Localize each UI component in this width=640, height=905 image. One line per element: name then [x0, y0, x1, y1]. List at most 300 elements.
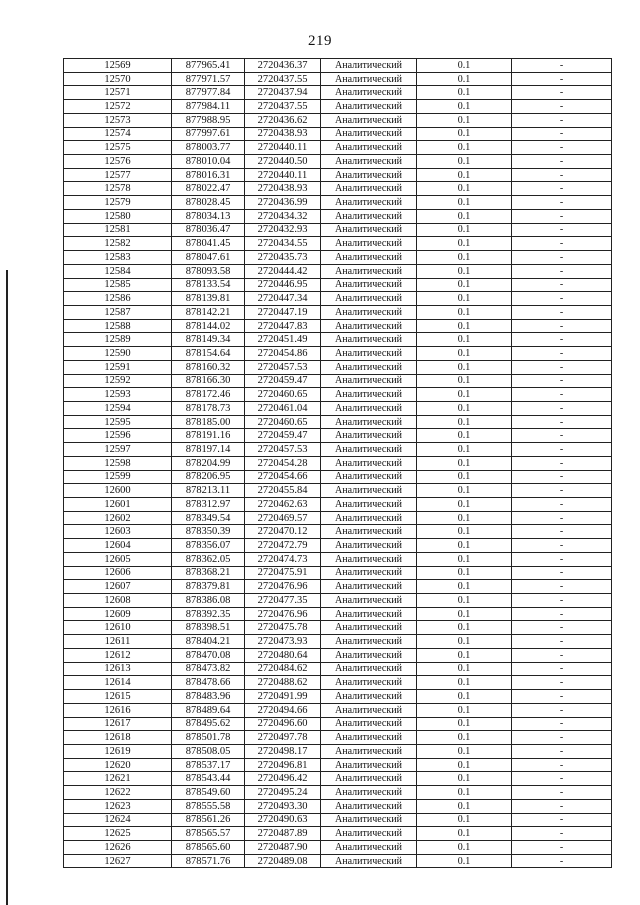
x-coordinate-cell: 878010.04 — [172, 155, 245, 169]
y-coordinate-cell: 2720473.93 — [245, 635, 321, 649]
table-row — [64, 456, 612, 470]
method-cell: Аналитический — [321, 360, 417, 374]
accuracy-cell: 0.1 — [417, 717, 512, 731]
x-coordinate-cell: 878368.21 — [172, 566, 245, 580]
table-row — [64, 127, 612, 141]
x-coordinate-cell: 878349.54 — [172, 511, 245, 525]
method-cell: Аналитический — [321, 690, 417, 704]
y-coordinate-cell: 2720484.62 — [245, 662, 321, 676]
point-number-cell: 12622 — [64, 786, 172, 800]
table-row — [64, 113, 612, 127]
note-cell: - — [512, 113, 612, 127]
table-row — [64, 744, 612, 758]
accuracy-cell: 0.1 — [417, 72, 512, 86]
accuracy-cell: 0.1 — [417, 347, 512, 361]
x-coordinate-cell: 878489.64 — [172, 703, 245, 717]
point-number-cell: 12592 — [64, 374, 172, 388]
table-row — [64, 72, 612, 86]
y-coordinate-cell: 2720447.19 — [245, 305, 321, 319]
point-number-cell: 12591 — [64, 360, 172, 374]
y-coordinate-cell: 2720454.66 — [245, 470, 321, 484]
note-cell: - — [512, 607, 612, 621]
x-coordinate-cell: 878178.73 — [172, 401, 245, 415]
point-number-cell: 12580 — [64, 209, 172, 223]
method-cell: Аналитический — [321, 319, 417, 333]
note-cell: - — [512, 690, 612, 704]
x-coordinate-cell: 878160.32 — [172, 360, 245, 374]
method-cell: Аналитический — [321, 648, 417, 662]
y-coordinate-cell: 2720457.53 — [245, 360, 321, 374]
table-row — [64, 840, 612, 854]
method-cell: Аналитический — [321, 237, 417, 251]
point-number-cell: 12587 — [64, 305, 172, 319]
y-coordinate-cell: 2720487.89 — [245, 827, 321, 841]
accuracy-cell: 0.1 — [417, 305, 512, 319]
y-coordinate-cell: 2720454.86 — [245, 347, 321, 361]
accuracy-cell: 0.1 — [417, 292, 512, 306]
accuracy-cell: 0.1 — [417, 840, 512, 854]
table-row — [64, 374, 612, 388]
x-coordinate-cell: 878144.02 — [172, 319, 245, 333]
accuracy-cell: 0.1 — [417, 690, 512, 704]
accuracy-cell: 0.1 — [417, 196, 512, 210]
method-cell: Аналитический — [321, 799, 417, 813]
point-number-cell: 12586 — [64, 292, 172, 306]
method-cell: Аналитический — [321, 86, 417, 100]
method-cell: Аналитический — [321, 813, 417, 827]
note-cell: - — [512, 251, 612, 265]
accuracy-cell: 0.1 — [417, 401, 512, 415]
table-row — [64, 525, 612, 539]
y-coordinate-cell: 2720459.47 — [245, 374, 321, 388]
x-coordinate-cell: 878047.61 — [172, 251, 245, 265]
note-cell: - — [512, 305, 612, 319]
x-coordinate-cell: 878543.44 — [172, 772, 245, 786]
y-coordinate-cell: 2720476.96 — [245, 607, 321, 621]
accuracy-cell: 0.1 — [417, 566, 512, 580]
y-coordinate-cell: 2720494.66 — [245, 703, 321, 717]
note-cell: - — [512, 456, 612, 470]
note-cell: - — [512, 813, 612, 827]
note-cell: - — [512, 196, 612, 210]
note-cell: - — [512, 772, 612, 786]
point-number-cell: 12600 — [64, 484, 172, 498]
table-row — [64, 594, 612, 608]
method-cell: Аналитический — [321, 374, 417, 388]
method-cell: Аналитический — [321, 429, 417, 443]
table-row — [64, 264, 612, 278]
table-row — [64, 429, 612, 443]
x-coordinate-cell: 878561.26 — [172, 813, 245, 827]
table-row — [64, 401, 612, 415]
point-number-cell: 12597 — [64, 443, 172, 457]
y-coordinate-cell: 2720459.47 — [245, 429, 321, 443]
x-coordinate-cell: 877965.41 — [172, 59, 245, 73]
x-coordinate-cell: 878154.64 — [172, 347, 245, 361]
accuracy-cell: 0.1 — [417, 772, 512, 786]
y-coordinate-cell: 2720490.63 — [245, 813, 321, 827]
y-coordinate-cell: 2720470.12 — [245, 525, 321, 539]
note-cell: - — [512, 621, 612, 635]
note-cell: - — [512, 840, 612, 854]
y-coordinate-cell: 2720474.73 — [245, 552, 321, 566]
x-coordinate-cell: 878483.96 — [172, 690, 245, 704]
y-coordinate-cell: 2720436.99 — [245, 196, 321, 210]
x-coordinate-cell: 878185.00 — [172, 415, 245, 429]
note-cell: - — [512, 237, 612, 251]
accuracy-cell: 0.1 — [417, 484, 512, 498]
method-cell: Аналитический — [321, 594, 417, 608]
method-cell: Аналитический — [321, 580, 417, 594]
y-coordinate-cell: 2720498.17 — [245, 744, 321, 758]
y-coordinate-cell: 2720462.63 — [245, 498, 321, 512]
x-coordinate-cell: 878356.07 — [172, 539, 245, 553]
table-row — [64, 635, 612, 649]
x-coordinate-cell: 878379.81 — [172, 580, 245, 594]
table-row — [64, 676, 612, 690]
note-cell: - — [512, 155, 612, 169]
accuracy-cell: 0.1 — [417, 360, 512, 374]
x-coordinate-cell: 878213.11 — [172, 484, 245, 498]
table-row — [64, 607, 612, 621]
note-cell: - — [512, 552, 612, 566]
note-cell: - — [512, 374, 612, 388]
method-cell: Аналитический — [321, 840, 417, 854]
x-coordinate-cell: 878508.05 — [172, 744, 245, 758]
accuracy-cell: 0.1 — [417, 525, 512, 539]
accuracy-cell: 0.1 — [417, 319, 512, 333]
x-coordinate-cell: 878501.78 — [172, 731, 245, 745]
note-cell: - — [512, 648, 612, 662]
note-cell: - — [512, 86, 612, 100]
note-cell: - — [512, 744, 612, 758]
table-row — [64, 717, 612, 731]
point-number-cell: 12620 — [64, 758, 172, 772]
note-cell: - — [512, 676, 612, 690]
point-number-cell: 12571 — [64, 86, 172, 100]
x-coordinate-cell: 878204.99 — [172, 456, 245, 470]
note-cell: - — [512, 525, 612, 539]
x-coordinate-cell: 878404.21 — [172, 635, 245, 649]
x-coordinate-cell: 878362.05 — [172, 552, 245, 566]
x-coordinate-cell: 878537.17 — [172, 758, 245, 772]
note-cell: - — [512, 127, 612, 141]
note-cell: - — [512, 182, 612, 196]
x-coordinate-cell: 878016.31 — [172, 168, 245, 182]
y-coordinate-cell: 2720460.65 — [245, 388, 321, 402]
accuracy-cell: 0.1 — [417, 443, 512, 457]
point-number-cell: 12579 — [64, 196, 172, 210]
x-coordinate-cell: 878571.76 — [172, 854, 245, 868]
method-cell: Аналитический — [321, 347, 417, 361]
accuracy-cell: 0.1 — [417, 511, 512, 525]
accuracy-cell: 0.1 — [417, 854, 512, 868]
accuracy-cell: 0.1 — [417, 223, 512, 237]
point-number-cell: 12598 — [64, 456, 172, 470]
x-coordinate-cell: 878041.45 — [172, 237, 245, 251]
y-coordinate-cell: 2720438.93 — [245, 127, 321, 141]
y-coordinate-cell: 2720497.78 — [245, 731, 321, 745]
y-coordinate-cell: 2720438.93 — [245, 182, 321, 196]
accuracy-cell: 0.1 — [417, 278, 512, 292]
method-cell: Аналитический — [321, 100, 417, 114]
y-coordinate-cell: 2720461.04 — [245, 401, 321, 415]
accuracy-cell: 0.1 — [417, 786, 512, 800]
method-cell: Аналитический — [321, 443, 417, 457]
table-row — [64, 539, 612, 553]
table-row — [64, 799, 612, 813]
method-cell: Аналитический — [321, 786, 417, 800]
table-body — [64, 59, 612, 868]
y-coordinate-cell: 2720476.96 — [245, 580, 321, 594]
y-coordinate-cell: 2720432.93 — [245, 223, 321, 237]
note-cell: - — [512, 223, 612, 237]
note-cell: - — [512, 278, 612, 292]
table-row — [64, 141, 612, 155]
table-row — [64, 662, 612, 676]
table-row — [64, 155, 612, 169]
point-number-cell: 12583 — [64, 251, 172, 265]
point-number-cell: 12625 — [64, 827, 172, 841]
accuracy-cell: 0.1 — [417, 374, 512, 388]
method-cell: Аналитический — [321, 607, 417, 621]
accuracy-cell: 0.1 — [417, 127, 512, 141]
point-number-cell: 12590 — [64, 347, 172, 361]
accuracy-cell: 0.1 — [417, 676, 512, 690]
x-coordinate-cell: 877997.61 — [172, 127, 245, 141]
method-cell: Аналитический — [321, 552, 417, 566]
x-coordinate-cell: 878565.57 — [172, 827, 245, 841]
x-coordinate-cell: 878473.82 — [172, 662, 245, 676]
accuracy-cell: 0.1 — [417, 470, 512, 484]
x-coordinate-cell: 878350.39 — [172, 525, 245, 539]
method-cell: Аналитический — [321, 168, 417, 182]
x-coordinate-cell: 877988.95 — [172, 113, 245, 127]
note-cell: - — [512, 566, 612, 580]
method-cell: Аналитический — [321, 59, 417, 73]
table-row — [64, 648, 612, 662]
accuracy-cell: 0.1 — [417, 86, 512, 100]
note-cell: - — [512, 758, 612, 772]
x-coordinate-cell: 878470.08 — [172, 648, 245, 662]
y-coordinate-cell: 2720489.08 — [245, 854, 321, 868]
note-cell: - — [512, 799, 612, 813]
accuracy-cell: 0.1 — [417, 59, 512, 73]
point-number-cell: 12604 — [64, 539, 172, 553]
x-coordinate-cell: 878495.62 — [172, 717, 245, 731]
coordinates-table-container — [63, 58, 611, 868]
point-number-cell: 12569 — [64, 59, 172, 73]
point-number-cell: 12594 — [64, 401, 172, 415]
x-coordinate-cell: 877971.57 — [172, 72, 245, 86]
accuracy-cell: 0.1 — [417, 539, 512, 553]
page-number: 219 — [308, 33, 332, 49]
note-cell: - — [512, 347, 612, 361]
method-cell: Аналитический — [321, 484, 417, 498]
method-cell: Аналитический — [321, 635, 417, 649]
table-row — [64, 827, 612, 841]
point-number-cell: 12581 — [64, 223, 172, 237]
note-cell: - — [512, 662, 612, 676]
y-coordinate-cell: 2720444.42 — [245, 264, 321, 278]
point-number-cell: 12584 — [64, 264, 172, 278]
accuracy-cell: 0.1 — [417, 264, 512, 278]
note-cell: - — [512, 360, 612, 374]
table-row — [64, 552, 612, 566]
point-number-cell: 12609 — [64, 607, 172, 621]
y-coordinate-cell: 2720454.28 — [245, 456, 321, 470]
note-cell: - — [512, 141, 612, 155]
accuracy-cell: 0.1 — [417, 155, 512, 169]
table-row — [64, 360, 612, 374]
point-number-cell: 12618 — [64, 731, 172, 745]
x-coordinate-cell: 878003.77 — [172, 141, 245, 155]
point-number-cell: 12596 — [64, 429, 172, 443]
table-row — [64, 758, 612, 772]
y-coordinate-cell: 2720496.81 — [245, 758, 321, 772]
method-cell: Аналитический — [321, 470, 417, 484]
x-coordinate-cell: 878149.34 — [172, 333, 245, 347]
method-cell: Аналитический — [321, 539, 417, 553]
y-coordinate-cell: 2720440.11 — [245, 141, 321, 155]
note-cell: - — [512, 498, 612, 512]
method-cell: Аналитический — [321, 827, 417, 841]
note-cell: - — [512, 388, 612, 402]
method-cell: Аналитический — [321, 127, 417, 141]
table-row — [64, 182, 612, 196]
method-cell: Аналитический — [321, 223, 417, 237]
note-cell: - — [512, 539, 612, 553]
method-cell: Аналитический — [321, 456, 417, 470]
x-coordinate-cell: 878191.16 — [172, 429, 245, 443]
y-coordinate-cell: 2720446.95 — [245, 278, 321, 292]
y-coordinate-cell: 2720460.65 — [245, 415, 321, 429]
point-number-cell: 12574 — [64, 127, 172, 141]
note-cell: - — [512, 854, 612, 868]
x-coordinate-cell: 878565.60 — [172, 840, 245, 854]
x-coordinate-cell: 878312.97 — [172, 498, 245, 512]
x-coordinate-cell: 878022.47 — [172, 182, 245, 196]
accuracy-cell: 0.1 — [417, 333, 512, 347]
x-coordinate-cell: 878028.45 — [172, 196, 245, 210]
y-coordinate-cell: 2720440.11 — [245, 168, 321, 182]
point-number-cell: 12578 — [64, 182, 172, 196]
point-number-cell: 12613 — [64, 662, 172, 676]
table-row — [64, 168, 612, 182]
table-row — [64, 786, 612, 800]
method-cell: Аналитический — [321, 415, 417, 429]
y-coordinate-cell: 2720436.62 — [245, 113, 321, 127]
method-cell: Аналитический — [321, 662, 417, 676]
method-cell: Аналитический — [321, 498, 417, 512]
x-coordinate-cell: 878549.60 — [172, 786, 245, 800]
note-cell: - — [512, 168, 612, 182]
table-row — [64, 580, 612, 594]
accuracy-cell: 0.1 — [417, 456, 512, 470]
accuracy-cell: 0.1 — [417, 498, 512, 512]
accuracy-cell: 0.1 — [417, 744, 512, 758]
y-coordinate-cell: 2720495.24 — [245, 786, 321, 800]
margin-binding-line — [6, 270, 8, 905]
table-row — [64, 690, 612, 704]
note-cell: - — [512, 319, 612, 333]
table-row — [64, 196, 612, 210]
point-number-cell: 12603 — [64, 525, 172, 539]
accuracy-cell: 0.1 — [417, 648, 512, 662]
point-number-cell: 12611 — [64, 635, 172, 649]
x-coordinate-cell: 877984.11 — [172, 100, 245, 114]
accuracy-cell: 0.1 — [417, 621, 512, 635]
note-cell: - — [512, 209, 612, 223]
y-coordinate-cell: 2720434.32 — [245, 209, 321, 223]
table-row — [64, 333, 612, 347]
method-cell: Аналитический — [321, 621, 417, 635]
note-cell: - — [512, 443, 612, 457]
note-cell: - — [512, 401, 612, 415]
accuracy-cell: 0.1 — [417, 168, 512, 182]
x-coordinate-cell: 878172.46 — [172, 388, 245, 402]
point-number-cell: 12575 — [64, 141, 172, 155]
accuracy-cell: 0.1 — [417, 827, 512, 841]
point-number-cell: 12617 — [64, 717, 172, 731]
point-number-cell: 12623 — [64, 799, 172, 813]
accuracy-cell: 0.1 — [417, 141, 512, 155]
y-coordinate-cell: 2720447.34 — [245, 292, 321, 306]
method-cell: Аналитический — [321, 744, 417, 758]
note-cell: - — [512, 59, 612, 73]
note-cell: - — [512, 333, 612, 347]
point-number-cell: 12626 — [64, 840, 172, 854]
table-row — [64, 86, 612, 100]
method-cell: Аналитический — [321, 676, 417, 690]
table-row — [64, 703, 612, 717]
method-cell: Аналитический — [321, 388, 417, 402]
table-row — [64, 498, 612, 512]
table-row — [64, 278, 612, 292]
method-cell: Аналитический — [321, 182, 417, 196]
y-coordinate-cell: 2720436.37 — [245, 59, 321, 73]
point-number-cell: 12612 — [64, 648, 172, 662]
method-cell: Аналитический — [321, 196, 417, 210]
note-cell: - — [512, 580, 612, 594]
x-coordinate-cell: 877977.84 — [172, 86, 245, 100]
method-cell: Аналитический — [321, 525, 417, 539]
point-number-cell: 12627 — [64, 854, 172, 868]
x-coordinate-cell: 878386.08 — [172, 594, 245, 608]
x-coordinate-cell: 878093.58 — [172, 264, 245, 278]
x-coordinate-cell: 878142.21 — [172, 305, 245, 319]
table-row — [64, 621, 612, 635]
y-coordinate-cell: 2720493.30 — [245, 799, 321, 813]
note-cell: - — [512, 429, 612, 443]
accuracy-cell: 0.1 — [417, 415, 512, 429]
x-coordinate-cell: 878139.81 — [172, 292, 245, 306]
note-cell: - — [512, 731, 612, 745]
table-row — [64, 292, 612, 306]
note-cell: - — [512, 264, 612, 278]
point-number-cell: 12576 — [64, 155, 172, 169]
y-coordinate-cell: 2720480.64 — [245, 648, 321, 662]
table-row — [64, 59, 612, 73]
accuracy-cell: 0.1 — [417, 758, 512, 772]
point-number-cell: 12608 — [64, 594, 172, 608]
table-row — [64, 731, 612, 745]
method-cell: Аналитический — [321, 72, 417, 86]
accuracy-cell: 0.1 — [417, 594, 512, 608]
method-cell: Аналитический — [321, 113, 417, 127]
x-coordinate-cell: 878197.14 — [172, 443, 245, 457]
y-coordinate-cell: 2720475.91 — [245, 566, 321, 580]
